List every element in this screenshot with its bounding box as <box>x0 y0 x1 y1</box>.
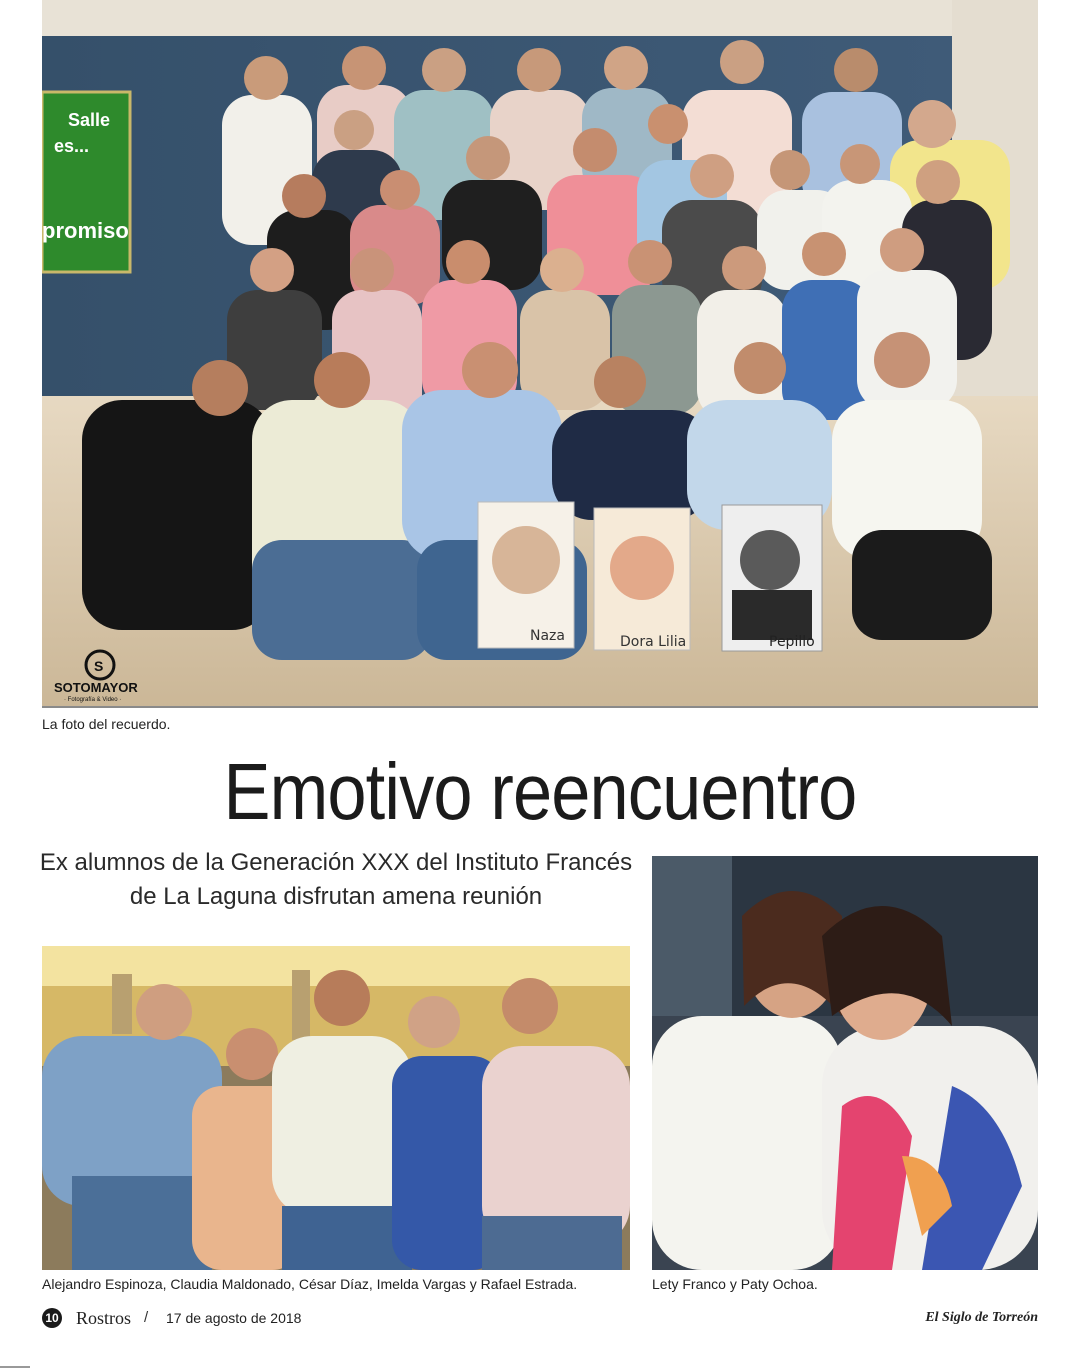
svg-text:SOTOMAYOR: SOTOMAYOR <box>54 680 138 695</box>
newspaper-name: El Siglo de Torreón <box>925 1310 1038 1325</box>
main-group-photo <box>42 0 1038 708</box>
bottom-rule <box>0 1366 30 1368</box>
svg-text:· Fotografía & Video ·: · Fotografía & Video · <box>64 697 122 703</box>
portrait-label-2: Dora Lilia <box>620 634 687 650</box>
banner-text-1: Salle <box>68 110 111 130</box>
issue-date: 17 de agosto de 2018 <box>166 1310 302 1326</box>
two-person-photo <box>652 856 1038 1270</box>
five-person-caption: Alejandro Espinoza, Claudia Maldonado, César Díaz, Imelda Vargas y Rafael Estrada. <box>42 1276 578 1292</box>
article-subhead <box>36 846 636 914</box>
article-headline: Emotivo reencuentro <box>223 747 857 836</box>
two-person-photo-image <box>652 856 1038 1270</box>
page-number: 10 <box>42 1308 62 1328</box>
footer-separator: / <box>144 1309 149 1326</box>
banner-text-2: es... <box>54 136 90 156</box>
svg-text:S: S <box>94 658 104 674</box>
two-person-caption: Lety Franco y Paty Ochoa. <box>652 1276 818 1292</box>
subhead-line-2: de La Laguna disfrutan amena reunión <box>129 883 543 910</box>
subhead-line-1: Ex alumnos de la Generación XXX del Instituto Francés <box>39 849 633 876</box>
main-photo-caption: La foto del recuerdo. <box>42 716 171 732</box>
five-person-photo-image <box>42 946 630 1270</box>
portrait-label-1: Naza <box>530 628 565 644</box>
five-person-photo <box>42 946 630 1270</box>
banner-text-3: promiso <box>42 218 129 243</box>
page-footer <box>0 1306 1080 1336</box>
section-name: Rostros <box>76 1308 132 1328</box>
main-group-photo-image <box>42 0 1038 708</box>
portrait-label-3: Pepillo <box>769 634 815 650</box>
